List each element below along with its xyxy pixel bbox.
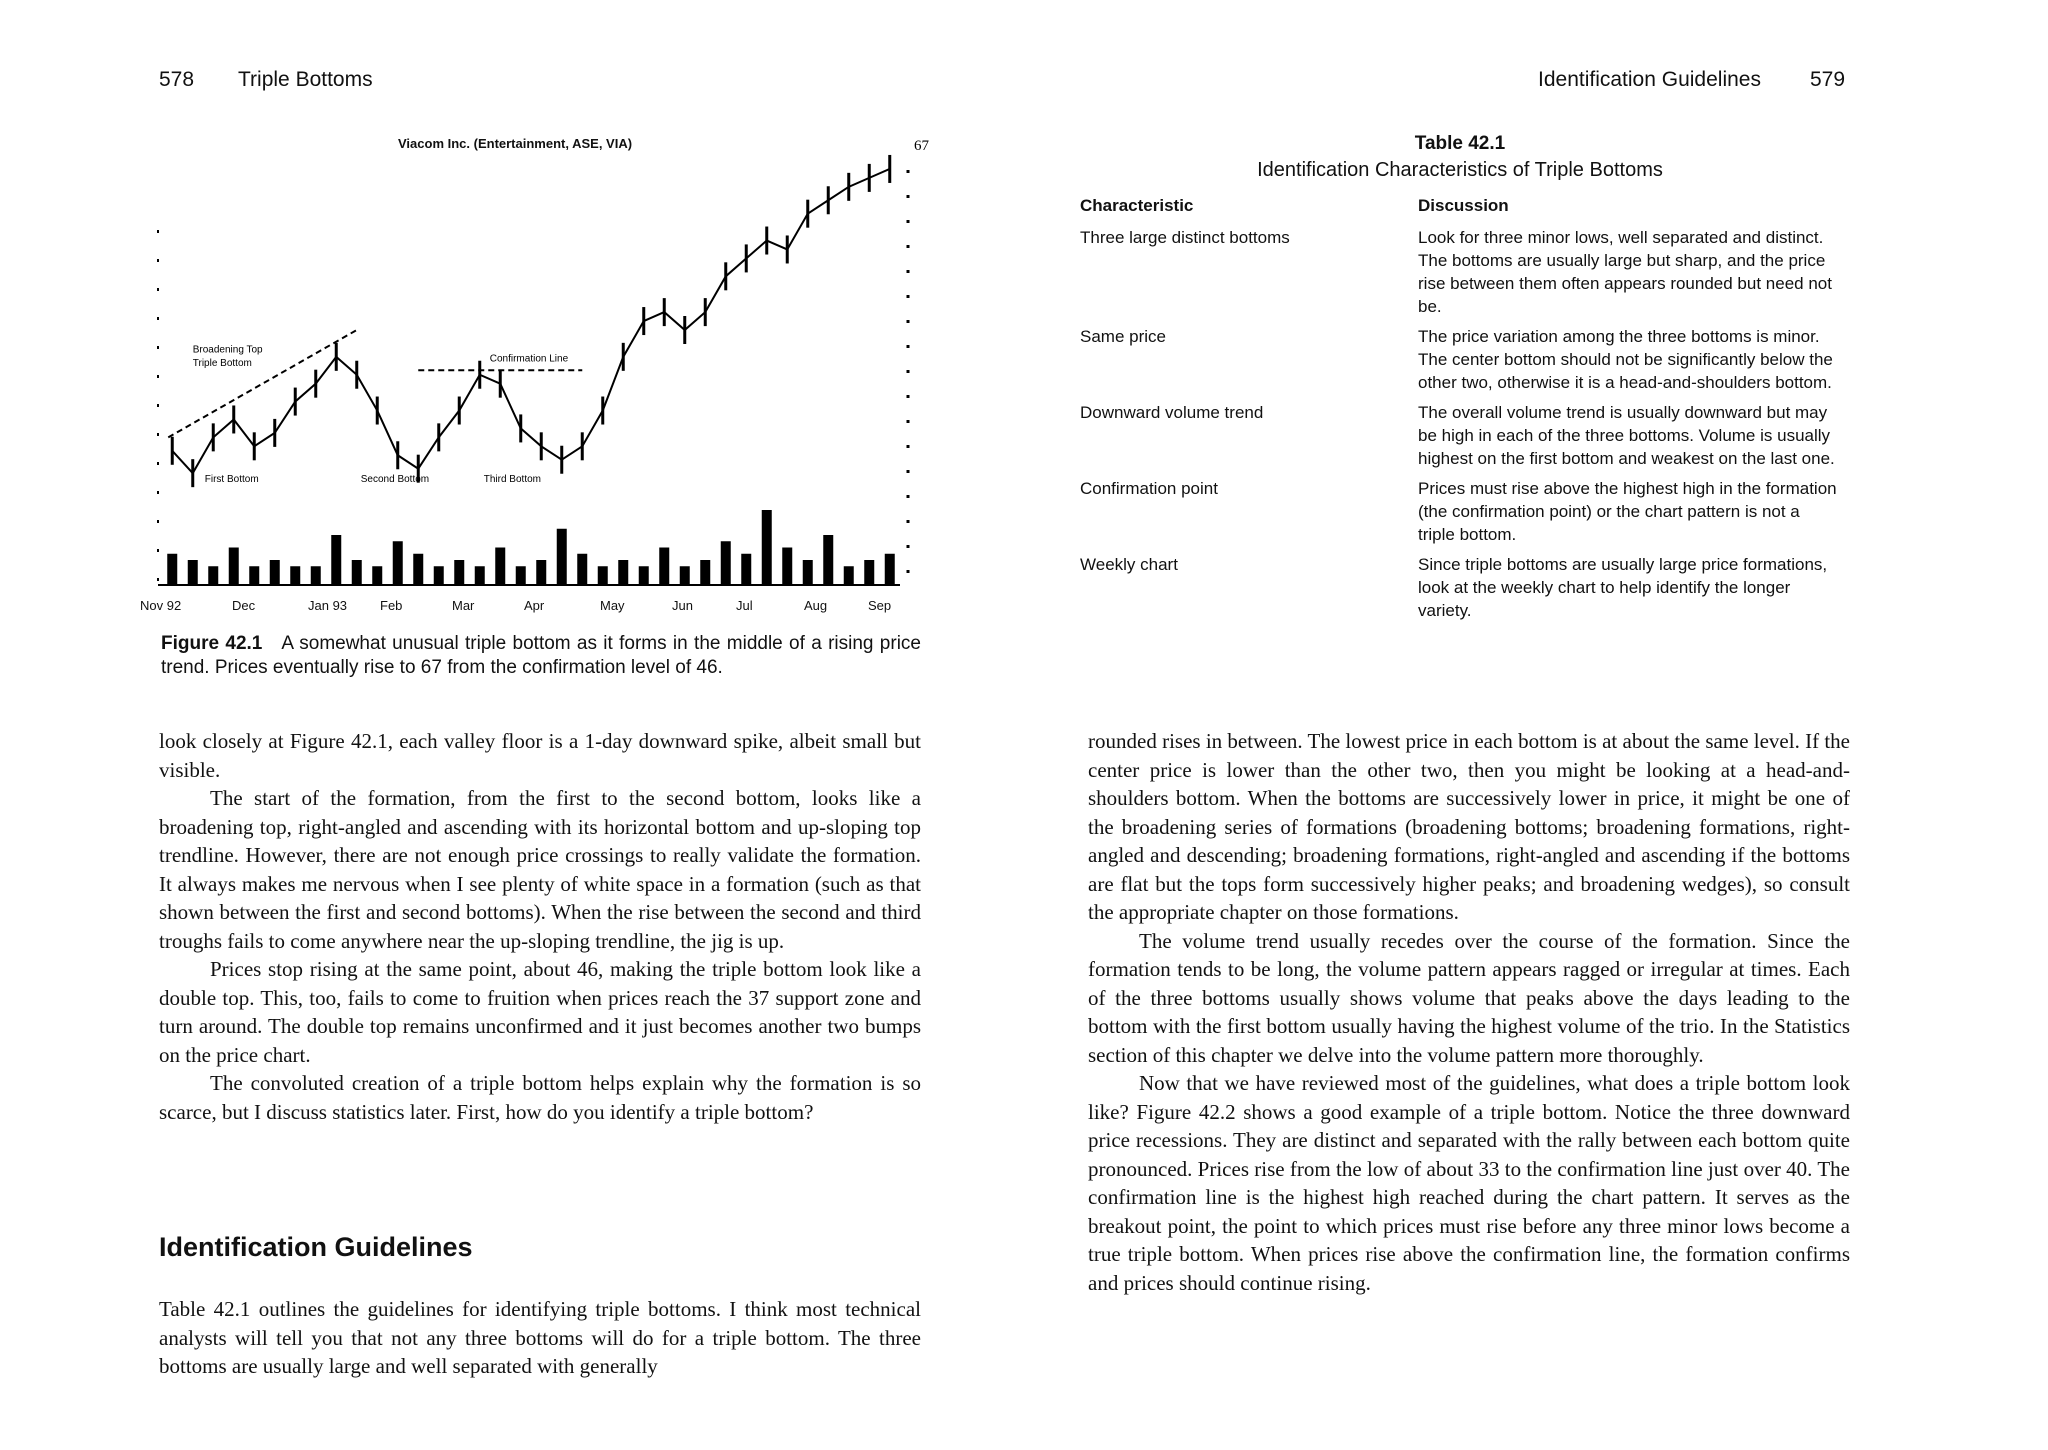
table-title: Table 42.1 (1414, 133, 1506, 154)
volume-bar (495, 548, 505, 586)
chart-annotation: Confirmation Line (489, 353, 569, 365)
figure-caption (161, 632, 921, 680)
left-paragraph-1: look closely at Figure 42.1, each valley floor is a 1-day downward spike, albeit small but visible. (159, 729, 921, 782)
x-tick-label: May (600, 598, 625, 613)
volume-bar (434, 566, 444, 585)
x-tick-label: Mar (452, 598, 475, 613)
volume-bar (741, 554, 751, 585)
right-page-number: 579 (1810, 68, 1846, 91)
volume-bar (577, 554, 587, 585)
left-running-title: Triple Bottoms (238, 68, 373, 91)
volume-bar (803, 560, 813, 585)
right-paragraph-1: rounded rises in between. The lowest price in each bottom is at about the same level. If the center price is lower than the other two, then you might be looking at a head-and-shoulders bottom. When the bottoms are successively lower in price, it might be one of the broadening series of formations (broadening bottoms; broadening formations, right-angled and descending; broadening formations, right-angled and ascending if the bottoms are flat but the tops form successively higher peaks; and broadening wedges), so consult the appropriate chapter on those formations. (1088, 729, 1850, 924)
table-cell-characteristic: Weekly chart (1080, 555, 1178, 574)
volume-bar (249, 566, 259, 585)
table-header-characteristic: Characteristic (1080, 196, 1194, 215)
table-cell-discussion: The price variation among the three bottoms is minor. The center bottom should not be significantly below the other two, otherwise it is a head-and-shoulders bottom. (1418, 327, 1833, 392)
chart-canvas (140, 130, 940, 620)
section-paragraph (159, 1295, 921, 1381)
figure-caption-text: A somewhat unusual triple bottom as it forms in the middle of a rising price trend. Prices eventually rise to 67 from the confirmation level of 46. (161, 633, 921, 678)
table-cell-characteristic: Confirmation point (1080, 479, 1218, 498)
table-row (1080, 325, 1840, 394)
chart-annotation: Triple Bottom (192, 357, 252, 369)
right-running-title: Identification Guidelines (1538, 68, 1761, 91)
table-subtitle: Identification Characteristics of Triple Bottoms (1257, 159, 1663, 181)
table-cell-discussion: Since triple bottoms are usually large price formations, look at the weekly chart to help identify the longer variety. (1418, 555, 1828, 620)
table-cell-characteristic: Downward volume trend (1080, 403, 1264, 422)
x-tick-label: Aug (804, 598, 828, 613)
volume-bar (372, 566, 382, 585)
price-chart (140, 130, 940, 620)
volume-bar (536, 560, 546, 585)
volume-bar (413, 554, 423, 585)
volume-bar (208, 566, 218, 585)
volume-bar (823, 535, 833, 585)
volume-bar (311, 566, 321, 585)
volume-bar (721, 541, 731, 585)
volume-bar (557, 529, 567, 585)
right-paragraph-2: The volume trend usually recedes over the course of the formation. Since the formation tends to be long, the volume pattern appears ragged or irregular at times. Each of the three bottoms usually shows volume that peaks above the days leading to the bottom with the first bottom usually having the highest volume of the trio. In the Statistics section of this chapter we delve into the volume pattern more thoroughly. (1088, 928, 1850, 1067)
section-heading: Identification Guidelines (159, 1232, 473, 1262)
left-paragraph-3: Prices stop rising at the same point, about 46, making the triple bottom look like a double top. This, too, fails to come to fruition when prices reach the 37 support zone and turn around. The double top remains unconfirmed and it just becomes another two bumps on the price chart. (159, 957, 921, 1067)
volume-bar (270, 560, 280, 585)
x-tick-label: Sep (868, 598, 892, 613)
chart-annotation: Broadening Top (192, 344, 263, 356)
identification-table (1080, 133, 1840, 622)
table-row (1080, 401, 1840, 470)
figure-label: Figure 42.1 (161, 633, 263, 654)
volume-bar (659, 548, 669, 586)
table-header-discussion: Discussion (1418, 196, 1509, 215)
table-cell-characteristic: Same price (1080, 327, 1166, 346)
x-tick-label: Nov 92 (140, 598, 182, 613)
volume-bar (864, 560, 874, 585)
volume-bar (782, 548, 792, 586)
right-body-text (1088, 727, 1850, 1297)
table-row (1080, 553, 1840, 622)
volume-bar (598, 566, 608, 585)
x-tick-label: Apr (524, 598, 545, 613)
volume-bar (885, 554, 895, 585)
x-tick-label: Jan 93 (308, 598, 348, 613)
volume-bar (229, 548, 239, 586)
left-body-text (159, 727, 921, 1126)
table-row (1080, 226, 1840, 318)
volume-bar (844, 566, 854, 585)
volume-bar (700, 560, 710, 585)
y-tick-label: 67 (914, 138, 929, 154)
chart-annotation: First Bottom (204, 474, 259, 486)
volume-bar (516, 566, 526, 585)
table-header-row (1080, 196, 1840, 216)
volume-bar (393, 541, 403, 585)
x-tick-label: Dec (232, 598, 256, 613)
volume-bar (639, 566, 649, 585)
volume-bar (167, 554, 177, 585)
right-paragraph-3: Now that we have reviewed most of the guidelines, what does a triple bottom look like? Figure 42.2 shows a good example of a triple bottom. Notice the three downward price recessions. They are distinct and separated with the rally between each bottom quite pronounced. Prices rise from the low of about 33 to the confirmation line just over 40. The confirmation line is the highest high reached during the chart pattern. It serves as the breakout point, the point to which prices must rise before any three minor lows become a true triple bottom. When prices rise above the confirmation line, the formation confirms and prices should continue rising. (1088, 1071, 1850, 1295)
left-page-number: 578 (159, 68, 195, 91)
left-paragraph-2: The start of the formation, from the first to the second bottom, looks like a broadening top, right-angled and ascending with its horizontal bottom and up-sloping top trendline. However, there are not enough price crossings to really validate the formation. It always makes me nervous when I see plenty of white space in a formation (such as that shown between the first and second bottoms). When the rise between the second and third troughs fails to come anywhere near the up-sloping trendline, the jig is up. (159, 786, 921, 953)
table-cell-characteristic: Three large distinct bottoms (1080, 228, 1290, 247)
x-tick-label: Jul (736, 598, 753, 613)
price-line (172, 169, 890, 473)
x-tick-label: Jun (672, 598, 693, 613)
volume-bar (188, 560, 198, 585)
section-paragraph-text: Table 42.1 outlines the guidelines for identifying triple bottoms. I think most technical analysts will tell you that not any three bottoms will do for a triple bottom. The three bottoms are usually large and well separated with generally (159, 1297, 921, 1378)
table-body (1080, 196, 1840, 622)
table-row (1080, 477, 1840, 546)
x-tick-label: Feb (380, 598, 403, 613)
volume-bar (454, 560, 464, 585)
table-cell-discussion: The overall volume trend is usually downward but may be high in each of the three bottoms. Volume is usually highest on the first bottom and weakest on the last one. (1418, 403, 1835, 468)
table-cell-discussion: Look for three minor lows, well separated and distinct. The bottoms are usually large but sharp, and the price rise between them often appears rounded but need not be. (1418, 228, 1832, 316)
volume-bar (680, 566, 690, 585)
table-cell-discussion: Prices must rise above the highest high in the formation (the confirmation point) or the chart pattern is not a triple bottom. (1418, 479, 1837, 544)
left-paragraph-4: The convoluted creation of a triple bottom helps explain why the formation is so scarce, but I discuss statistics later. First, how do you identify a triple bottom? (159, 1071, 921, 1124)
volume-bar (352, 560, 362, 585)
volume-bar (290, 566, 300, 585)
volume-bar (475, 566, 485, 585)
chart-annotation: Third Bottom (483, 474, 541, 486)
volume-bar (618, 560, 628, 585)
volume-bar (331, 535, 341, 585)
chart-title: Viacom Inc. (Entertainment, ASE, VIA) (398, 136, 633, 151)
chart-annotation: Second Bottom (360, 474, 430, 486)
volume-bar (762, 510, 772, 585)
